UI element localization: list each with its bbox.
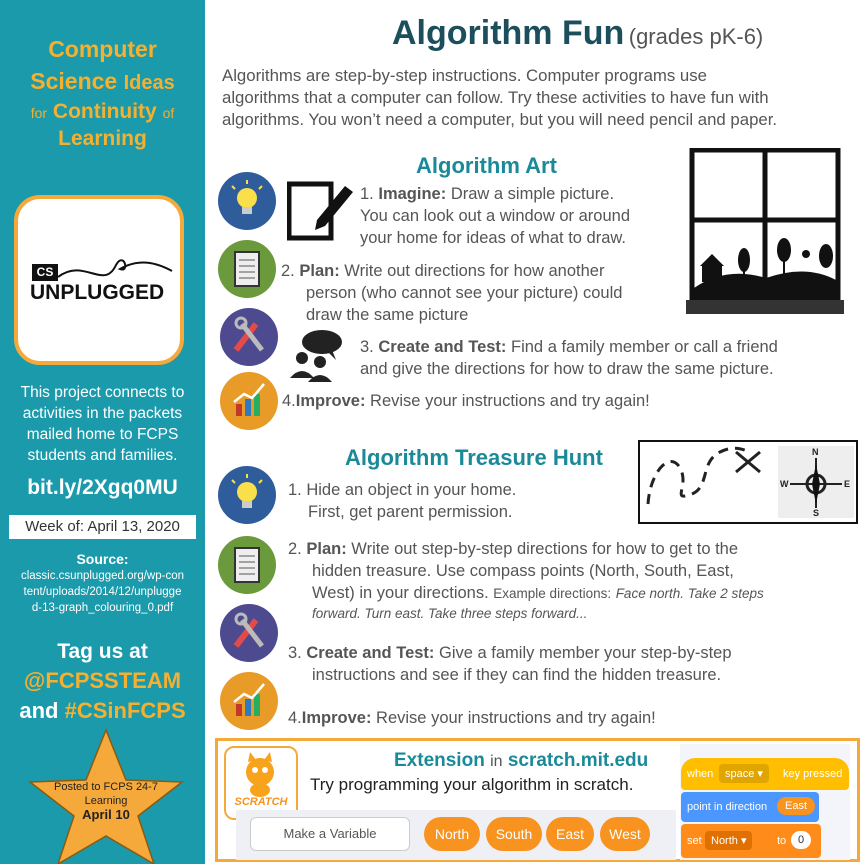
scratch-cat-icon <box>234 752 288 798</box>
window-picture <box>686 148 844 316</box>
lightbulb-icon <box>218 172 276 230</box>
east-variable[interactable]: East <box>546 817 594 851</box>
hunt-step-3: 3. Create and Test: Give a family member your step-by-step instructions and see if they can find the hidden treasure. <box>288 644 732 684</box>
source-url[interactable]: classic.csunplugged.org/wp-con tent/uploads/2014/12/unplugge d-13-graph_colouring_0.pdf <box>20 570 184 614</box>
south-variable[interactable]: South <box>486 817 542 851</box>
star-text: Posted to FCPS 24-7 Learning April 10 <box>54 781 158 822</box>
art-step-4: 4.Improve: Revise your instructions and try again! <box>282 392 650 410</box>
north-variable[interactable]: North <box>424 817 480 851</box>
value-input[interactable]: 0 <box>791 831 811 849</box>
art-step-2: 2. Plan: Write out directions for how another person (who cannot see your picture) could draw the same picture <box>281 262 623 324</box>
algorithm-art-heading: Algorithm Art <box>416 153 557 178</box>
extension-text: Try programming your algorithm in scratch. <box>310 775 634 794</box>
week-of-label: Week of: April 13, 2020 <box>9 515 196 539</box>
edit-document-icon <box>287 180 357 242</box>
direction-east-reporter[interactable]: East <box>777 797 815 815</box>
hunt-step-4: 4.Improve: Revise your instructions and try again! <box>288 709 656 727</box>
people-chat-icon <box>288 328 348 384</box>
source-label: Source: <box>76 551 129 567</box>
notepad-icon <box>218 240 276 298</box>
make-variable-button[interactable]: Make a Variable <box>250 817 410 851</box>
sidebar-heading-line3: for Continuity of <box>30 100 175 123</box>
hunt-step-2: 2. Plan: Write out step-by-step directions for how to get to the hidden treasure. Use compass points (North, South, East, West) in your directions. Example directions: Face north. Take 2 steps forward. Turn east. Take three steps forward... <box>288 540 764 621</box>
scratch-wordmark: SCRATCH <box>234 796 288 808</box>
bitly-link[interactable]: bit.ly/2Xgq0MU <box>27 476 178 499</box>
tag-us-label: Tag us at <box>57 640 148 663</box>
treasure-hunt-heading: Algorithm Treasure Hunt <box>345 445 603 470</box>
point-in-direction-block[interactable]: point in direction East <box>681 792 819 822</box>
sidebar-heading-line2: Science Ideas <box>30 68 175 94</box>
scratch-logo <box>224 746 298 820</box>
cs-unplugged-logo <box>14 195 184 365</box>
csinfcps-handle[interactable]: and #CSinFCPS <box>19 698 186 723</box>
intro-text: Algorithms are step-by-step instructions. Computer programs use algorithms that a computer can follow. Try these activities to have fun with algorithms. You won’t need a computer, but you will need pencil and paper. <box>222 66 778 129</box>
treasure-map-box <box>638 440 858 524</box>
key-dropdown[interactable]: space ▾ <box>719 764 769 783</box>
chart-growth-icon-2 <box>220 672 278 730</box>
unplugged-word: UNPLUGGED <box>30 281 165 304</box>
pencil-wrench-icon-2 <box>220 604 278 662</box>
page-title: Algorithm Fun (grades pK-6) <box>392 14 764 52</box>
hunt-step-1: 1. Hide an object in your home. First, get parent permission. <box>288 481 517 521</box>
cs-badge: CS <box>32 264 58 281</box>
sidebar-heading-line1: Computer <box>48 36 157 62</box>
set-variable-block[interactable]: set North ▾ to 0 <box>681 824 821 858</box>
west-variable[interactable]: West <box>600 817 650 851</box>
pencil-wrench-icon <box>220 308 278 366</box>
lightbulb-icon-2 <box>218 466 276 524</box>
fcpssteam-handle[interactable]: @FCPSSTEAM <box>23 668 182 693</box>
notepad-icon-2 <box>218 536 276 594</box>
chart-growth-icon <box>220 372 278 430</box>
dashed-path-icon <box>640 442 780 522</box>
variable-dropdown[interactable]: North ▾ <box>705 831 752 850</box>
compass-icon: N S E W <box>778 446 854 518</box>
connects-text: This project connects to activities in the packets mailed home to FCPS students and families. <box>20 384 185 464</box>
when-key-pressed-block[interactable]: when space ▾ key pressed <box>681 758 849 790</box>
sidebar-heading-line4: Learning <box>58 127 147 150</box>
art-step-1: 1. Imagine: Draw a simple picture. You can look out a window or around your home for ideas of what to draw. <box>360 185 630 247</box>
extension-heading: Extension in scratch.mit.edu <box>394 750 649 771</box>
art-step-3: 3. Create and Test: Find a family member or call a friend and give the directions for how to draw the same picture. <box>360 338 778 378</box>
